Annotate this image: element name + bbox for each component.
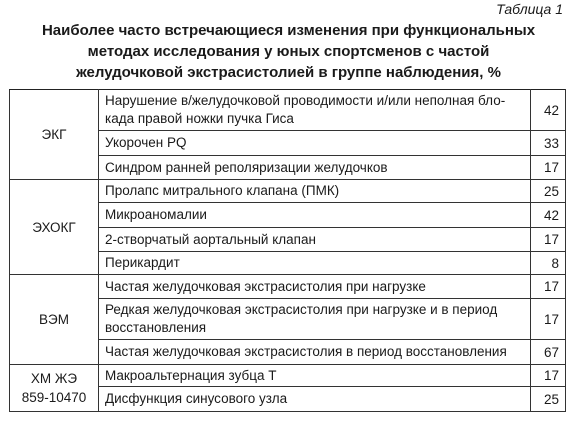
table-row bbox=[10, 180, 566, 203]
parameter-cell: Частая желудочковая экстрасистолия в период восстановления bbox=[99, 340, 531, 365]
parameter-cell: Укорочен PQ bbox=[99, 131, 531, 156]
group-cell-vem: ВЭМ bbox=[10, 275, 99, 365]
percent-cell: 25 bbox=[531, 387, 566, 412]
group-cell-ecg: ЭКГ bbox=[10, 90, 99, 180]
table-row bbox=[10, 365, 566, 387]
parameter-cell: Нарушение в/желудочковой проводимости и/или неполная бло-када правой ножки пучка Гиса bbox=[99, 90, 531, 131]
table-row bbox=[10, 275, 566, 299]
parameter-cell: Макроальтернация зубца Т bbox=[99, 365, 531, 387]
parameter-cell: Редкая желудочковая экстрасистолия при нагрузке и в период восстановления bbox=[99, 299, 531, 340]
percent-cell: 17 bbox=[531, 156, 566, 180]
table-row bbox=[10, 90, 566, 131]
percent-cell: 17 bbox=[531, 365, 566, 387]
group-cell-line: 859-10470 bbox=[21, 390, 87, 405]
parameter-cell: Микроаномалии bbox=[99, 203, 531, 228]
parameter-cell: Дисфункция синусового узла bbox=[99, 387, 531, 412]
percent-cell: 25 bbox=[531, 180, 566, 203]
percent-cell: 33 bbox=[531, 131, 566, 156]
percent-cell: 17 bbox=[531, 275, 566, 299]
table-title bbox=[0, 20, 577, 83]
table-title-line: методах исследования у юных спортсменов с частой bbox=[87, 43, 490, 60]
parameter-cell: Синдром ранней реполяризации желудочков bbox=[99, 156, 531, 180]
parameter-cell: Частая желудочковая экстрасистолия при нагрузке bbox=[99, 275, 531, 299]
percent-cell: 67 bbox=[531, 340, 566, 365]
findings-table bbox=[9, 89, 566, 412]
percent-cell: 8 bbox=[531, 252, 566, 275]
table-title-line: желудочковой экстрасистолией в группе наблюдения, % bbox=[76, 64, 501, 81]
table-caption-label: Таблица 1 bbox=[496, 1, 563, 17]
percent-cell: 42 bbox=[531, 90, 566, 131]
table-title-line: Наиболее часто встречающиеся изменения при функциональных bbox=[41, 22, 536, 39]
parameter-cell: 2-створчатый аортальный клапан bbox=[99, 228, 531, 252]
group-cell-line: ХМ ЖЭ bbox=[30, 371, 78, 386]
parameter-cell: Пролапс митрального клапана (ПМК) bbox=[99, 180, 531, 203]
percent-cell: 17 bbox=[531, 228, 566, 252]
percent-cell: 17 bbox=[531, 299, 566, 340]
group-cell-holter bbox=[10, 365, 99, 412]
percent-cell: 42 bbox=[531, 203, 566, 228]
parameter-cell: Перикардит bbox=[99, 252, 531, 275]
group-cell-echo: ЭХОКГ bbox=[10, 180, 99, 275]
